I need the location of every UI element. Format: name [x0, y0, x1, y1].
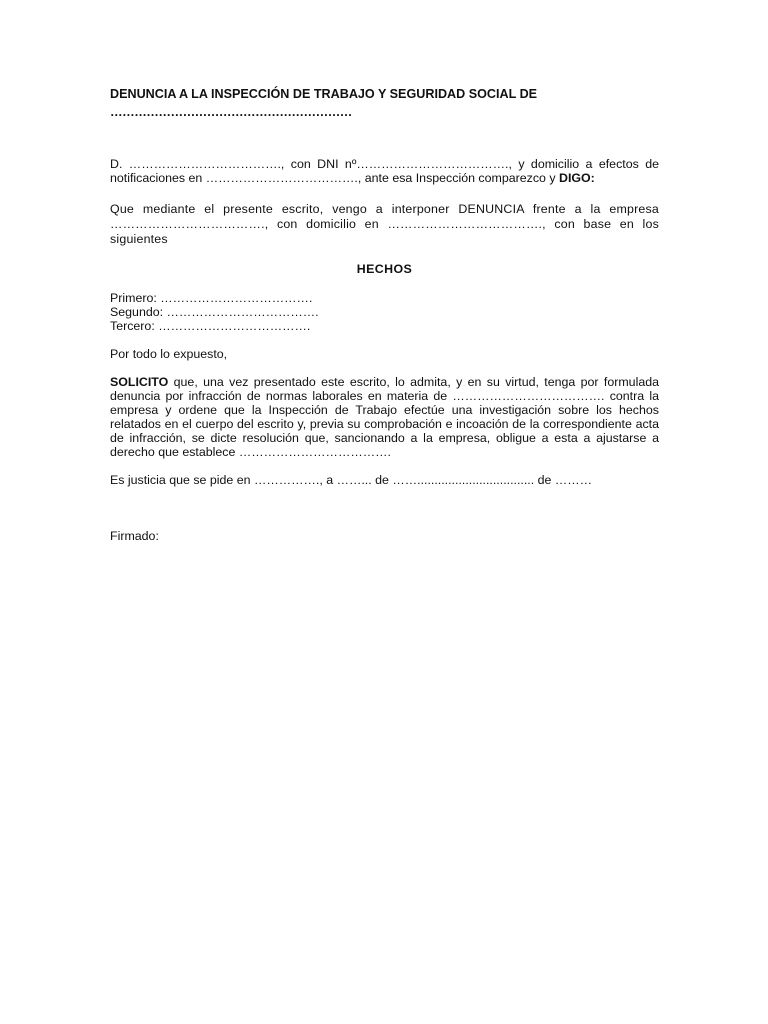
heading-hechos: HECHOS	[356, 262, 413, 276]
facts-list	[110, 291, 659, 333]
document-title	[110, 85, 670, 121]
title-line-1: DENUNCIA A LA INSPECCIÓN DE TRABAJO Y SEGURIDAD SOCIAL DE	[110, 87, 538, 101]
signature-label: Firmado:	[110, 529, 159, 543]
paragraph-identification-text: D. ………………………………., con DNI nº………………………………., y domicilio a efectos de notificaciones en ………………………………., ante esa Inspección comparezco y	[110, 157, 659, 185]
paragraph-solicito	[110, 375, 659, 459]
fact-primero: Primero: ……………………………….	[110, 291, 313, 305]
paragraph-justicia: Es justicia que se pide en ……………., a ……... de …….................................. de ………	[110, 473, 593, 487]
paragraph-solicito-text: que, una vez presentado este escrito, lo admita, y en su virtud, tenga por formulada denuncia por infracción de normas laborales en materia de ………………………………. contra la empresa y ordene que la Inspección de Trabajo efectúe una investigación sobre los hechos relatados en el cuerpo del escrito y, previa su comprobación e incoación de la correspondiente acta de infracción, se dicte resolución que, sancionando a la empresa, obligue a esta a ajustarse a derecho que establece ……………………………….	[110, 375, 659, 459]
paragraph-identification	[110, 157, 659, 185]
paragraph-expuesto: Por todo lo expuesto,	[110, 347, 228, 361]
fact-segundo: Segundo: ……………………………….	[110, 305, 319, 319]
solicito-label: SOLICITO	[110, 375, 169, 389]
title-line-2: ……………………………………………………	[110, 105, 352, 119]
paragraph-denuncia: Que mediante el presente escrito, vengo a interponer DENUNCIA frente a la empresa ………………………………., con domicilio en ………………………………., con base en los siguientes	[110, 202, 659, 246]
fact-tercero: Tercero: ……………………………….	[110, 319, 311, 333]
digo-label: DIGO:	[559, 171, 595, 185]
